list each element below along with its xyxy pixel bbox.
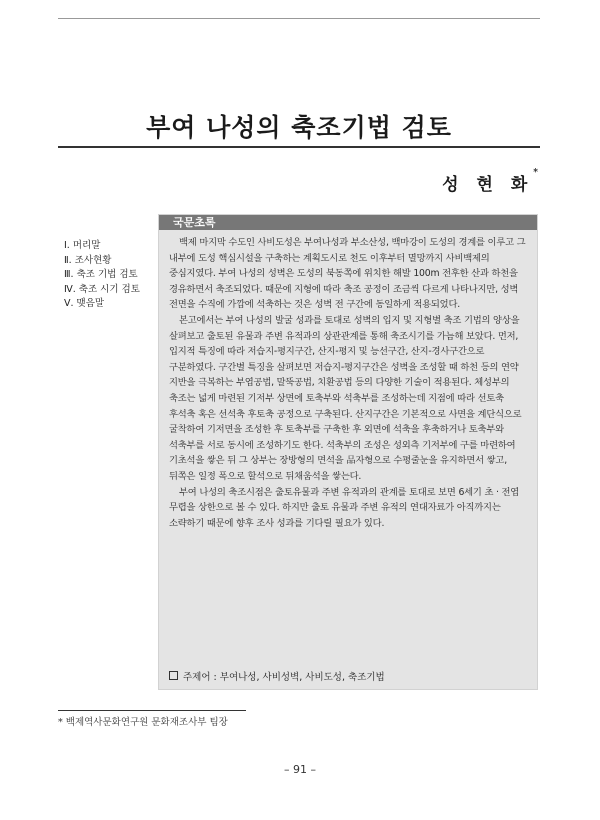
author-name: 성 현 화 <box>442 175 534 195</box>
table-of-contents <box>64 239 140 312</box>
author-line <box>442 170 538 195</box>
page-number: – 91 – <box>284 763 316 776</box>
author-footnote-mark: * <box>533 168 538 178</box>
title-rule <box>58 146 540 148</box>
abstract-heading: 국문초록 <box>159 215 537 230</box>
author-footnote: * 백제역사문화연구원 문화재조사부 팀장 <box>58 717 228 728</box>
abstract-paragraph: 부여 나성의 축조시점은 출토유물과 주변 유적과의 관계를 토대로 보면 6세기 초 · 전엽 무렵을 상한으로 볼 수 있다. 하지만 출토 유물과 주변 유적의 연대자료가 아직까지는 소략하기 때문에 향후 조사 성과를 기다릴 필요가 있다. <box>169 486 520 529</box>
header-rule <box>58 18 540 19</box>
abstract-body <box>159 230 537 531</box>
toc-item: Ⅰ. 머리말 <box>64 240 101 251</box>
abstract-paragraph: 백제 마지막 수도인 사비도성은 부여나성과 부소산성, 백마강이 도성의 경계를 이루고 그 내부에 도성 핵심시설을 구축하는 계획도시로 천도 이후부터 멸망까지 사비백제의 중심지였다. 부여 나성의 성벽은 도성의 북동쪽에 위치한 해발 100m 전후한 산과 하천을 경유하면서 축조되었다. 때문에 지형에 따라 축조 공정이 조금씩 다르게 나타나지만, 성벽 전면을 수직에 가깝에 석축하는 것은 성벽 전 구간에 동일하게 적용되었다. <box>169 237 526 311</box>
paper-title: 부여 나성의 축조기법 검토 <box>146 113 452 142</box>
keywords-line <box>169 669 385 683</box>
toc-item: Ⅴ. 맺음말 <box>64 298 105 309</box>
abstract-paragraph: 본고에서는 부여 나성의 발굴 성과를 토대로 성벽의 입지 및 지형별 축조 기법의 양상을 살펴보고 출토된 유물과 주변 유적과의 상관관계를 통해 축조시기를 가늠해 보았다. 먼저, 입지적 특징에 따라 저습지-평지구간, 산지-평지 및 능선구간, 산지-경사구간으로 구분하였다. 구간별 특징을 살펴보면 저습지-평지구간은 성벽을 조성할 때 하천 등의 연약 지반을 극복하는 부엽공법, 말뚝공법, 치환공법 등의 다양한 기술이 적용된다. 체성부의 축조는 넓게 마련된 기저부 상면에 토축부와 석축부를 조성하는데 지점에 따라 선토축 후석축 혹은 선석축 후토축 공정으로 구축된다. 산지구간은 기본적으로 사면을 계단식으로 굴착하여 기저면을 조성한 후 토축부를 구축한 후 외면에 석축을 후축하거나 토축부와 석축부를 서로 동시에 조성하기도 한다. 석축부의 조성은 성외측 기저부에 구를 마련하여 기초석을 쌓은 뒤 그 상부는 장방형의 면석을 品자형으로 수평줄눈을 유지하면서 쌓고, 뒤쪽은 일정 폭으로 할석으로 뒤채움석을 쌓는다. <box>169 314 522 482</box>
footnote-rule <box>58 710 246 711</box>
square-bullet-icon <box>169 671 178 680</box>
keywords-text: 주제어 : 부여나성, 사비성벽, 사비도성, 축조기법 <box>183 672 385 683</box>
toc-item: Ⅲ. 축조 기법 검토 <box>64 269 138 280</box>
abstract-box <box>158 214 538 690</box>
toc-item: Ⅳ. 축조 시기 검토 <box>64 283 140 295</box>
toc-item: Ⅱ. 조사현황 <box>64 254 112 266</box>
